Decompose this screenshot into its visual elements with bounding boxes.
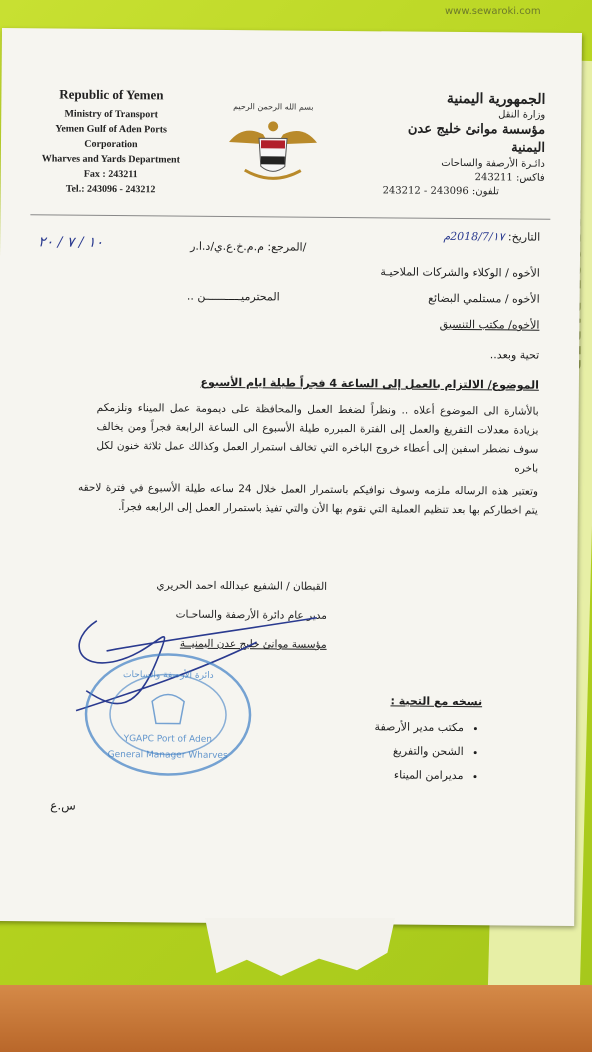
addressee-2: الأخوه / مستلمي البضائع bbox=[428, 291, 540, 306]
copies-section bbox=[295, 694, 482, 789]
copies-title: نسخه مع التحية : bbox=[390, 694, 483, 709]
ar-department: دائـرة الأرصفة والساحات bbox=[441, 157, 545, 170]
addressee-3: الأخوه/ مكتب التنسيق bbox=[439, 317, 540, 332]
respect-phrase: المحترميـــــــــــن .. bbox=[186, 289, 280, 304]
copies-list bbox=[295, 715, 482, 789]
reference-label: المرجع: م.م.خ.ع.ي/د.ا.ر/ bbox=[190, 239, 307, 254]
addressee-1: الأخوه / الوكلاء والشركات الملاحيـة bbox=[380, 265, 540, 280]
date-label: التاريخ: bbox=[507, 230, 541, 244]
table-surface bbox=[0, 985, 592, 1052]
en-fax: Fax : 243211 bbox=[83, 168, 138, 181]
en-corporation: Yemen Gulf of Aden Ports Corporation bbox=[55, 123, 167, 151]
en-tel: Tel.: 243096 - 243212 bbox=[65, 183, 156, 196]
salutation: تحية وبعد.. bbox=[489, 348, 540, 362]
stamp-english-bottom: General Manager Wharves bbox=[107, 749, 228, 761]
addressee-list bbox=[249, 258, 540, 339]
body-paragraph-2: وتعتبر هذه الرساله ملزمه وسوف نوافيكم باستمرار العمل خلال 24 ساعه طيلة الأسبوع في فترة لاحقه يتم اخطاركم بها بعد تنظيم العملية التي نقوم بها الأن والتي تفيذ باستمرار العمل إلى الرابعه فجراً. bbox=[77, 481, 539, 517]
ar-fax: فاكس: 243211 bbox=[474, 172, 545, 184]
official-stamp-icon bbox=[79, 649, 255, 781]
letter-sheet bbox=[0, 28, 582, 926]
signatory-title: مدير عام دائرة الأرصفة والساحـات bbox=[175, 608, 327, 622]
date-line bbox=[443, 230, 540, 244]
copy-item-3: • مديرامن الميناء bbox=[295, 763, 463, 788]
folder-print: www.sewaroki.com bbox=[445, 6, 541, 17]
reference-handwritten: ١٠ / ٧ / ٢٠ bbox=[38, 234, 104, 251]
stamp-arabic: دائرة الأرصفة والساحات bbox=[123, 670, 214, 681]
yemen-emblem-icon bbox=[223, 100, 324, 191]
header-divider bbox=[30, 214, 550, 220]
copy-item-1: • مكتب مدير الأرصفة bbox=[296, 715, 464, 740]
bismillah: بسم الله الرحمن الرحيم bbox=[233, 102, 314, 112]
date-value: 2018/7/١٧م bbox=[443, 229, 505, 244]
ar-ministry: وزارة النقل bbox=[498, 109, 546, 121]
en-department: Wharves and Yards Department bbox=[41, 153, 181, 166]
ar-country: الجمهورية اليمنية bbox=[446, 90, 546, 108]
body-paragraph-1: بالأشارة الى الموضوع أعلاه .. ونظراً لضغط العمل والمحافظة على ديمومة عمل الميناء ونلزمكم بزيادة معدلات التفريغ والعمل إلى الفترة المبرره طيلة الأسبوع الى الساعة الرابعة فجراً ومن يخالف سوف نضطر اسفين إلى أعطاء خروج الباخره التي تخالف استمرار العمل وكذالك عمل ثلاثة خنون لكل باخره bbox=[96, 401, 539, 475]
ar-corporation: مؤسسة موانئ خليج عدن اليمنية bbox=[407, 121, 546, 156]
ar-tel: تلفون: 243096 - 243212 bbox=[382, 185, 499, 198]
typist-initials: س.ع bbox=[50, 798, 76, 813]
arabic-letterhead bbox=[383, 89, 546, 199]
subject-line: الموضوع/ الالتزام بالعمل إلى الساعة 4 فجراً طيلة ايام الأسبوع bbox=[200, 375, 539, 392]
en-ministry: Ministry of Transport bbox=[64, 108, 159, 121]
copy-item-2: • الشحن والتفريغ bbox=[296, 739, 464, 764]
signatory-name: القبطان / الشفيع عبدالله احمد الحريري bbox=[156, 579, 328, 593]
signatory-org: مؤسسة موانئ خليج عدن اليمنيــة bbox=[179, 637, 327, 651]
en-country: Republic of Yemen bbox=[59, 86, 164, 103]
stamp-english-top: YGAPC Port of Aden bbox=[123, 734, 213, 745]
english-letterhead bbox=[41, 86, 182, 197]
